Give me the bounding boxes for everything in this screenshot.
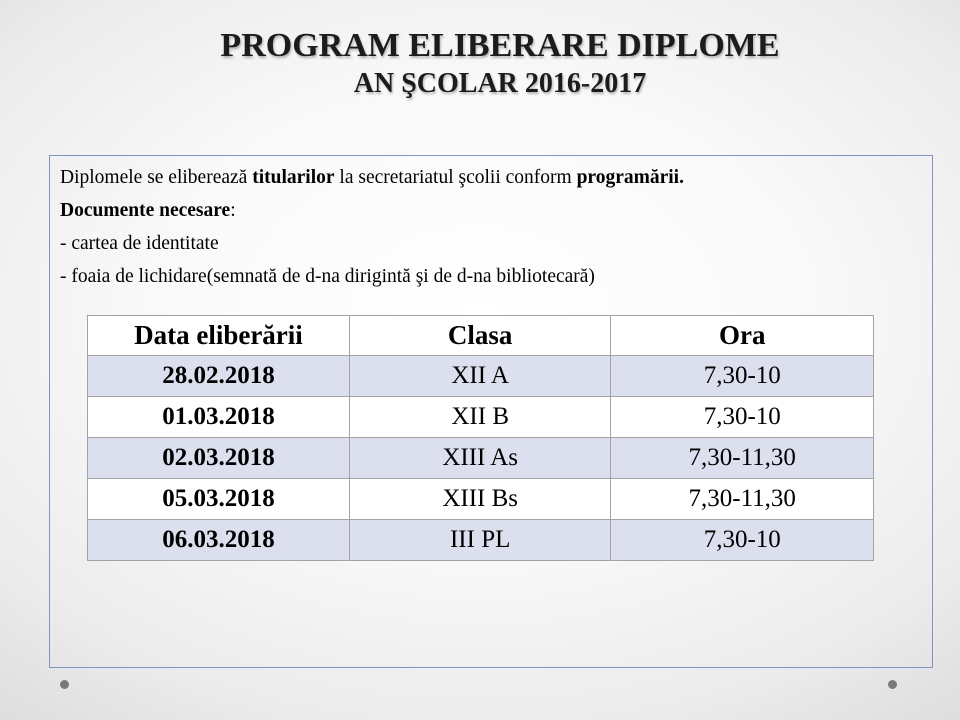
cell-ora: 7,30-10 <box>611 397 874 438</box>
table-row <box>88 356 874 397</box>
table-row <box>88 397 874 438</box>
header-ora: Ora <box>611 316 874 356</box>
cell-clasa: XII A <box>349 356 611 397</box>
right-corner-dot <box>888 680 897 689</box>
title-line-2: AN ŞCOLAR 2016-2017 <box>353 68 647 99</box>
intro-line-1-bold-1: titularilor <box>252 167 335 188</box>
documents-heading: Documente necesare <box>60 200 231 221</box>
cell-date: 06.03.2018 <box>88 520 350 561</box>
intro-line-1-bold-2: programării. <box>576 167 684 188</box>
cell-clasa: XII B <box>349 397 611 438</box>
intro-line-2 <box>60 194 930 227</box>
header-clasa: Clasa <box>349 316 611 356</box>
cell-clasa: XIII Bs <box>349 479 611 520</box>
cell-date: 28.02.2018 <box>88 356 350 397</box>
cell-date: 05.03.2018 <box>88 479 350 520</box>
cell-clasa: XIII As <box>349 438 611 479</box>
cell-ora: 7,30-11,30 <box>611 438 874 479</box>
cell-ora: 7,30-10 <box>611 520 874 561</box>
intro-line-4: - foaia de lichidare(semnată de d-na dirigintă şi de d-na bibliotecară) <box>60 266 595 287</box>
table-row <box>88 520 874 561</box>
documents-heading-colon: : <box>230 200 236 221</box>
intro-line-1 <box>60 161 930 194</box>
intro-text <box>60 161 930 293</box>
cell-date: 01.03.2018 <box>88 397 350 438</box>
cell-clasa: III PL <box>349 520 611 561</box>
cell-ora: 7,30-11,30 <box>611 479 874 520</box>
page-title <box>0 26 960 102</box>
intro-line-1-part-2: la secretariatul şcolii conform <box>334 167 577 188</box>
left-corner-dot <box>60 680 69 689</box>
intro-line-3: - cartea de identitate <box>60 233 219 254</box>
cell-ora: 7,30-10 <box>611 356 874 397</box>
intro-line-1-part-1: Diplomele se eliberează <box>60 167 253 188</box>
table-row <box>88 438 874 479</box>
header-date: Data eliberării <box>88 316 350 356</box>
title-line-1: PROGRAM ELIBERARE DIPLOME <box>220 27 780 64</box>
table-row <box>88 479 874 520</box>
cell-date: 02.03.2018 <box>88 438 350 479</box>
schedule-table <box>87 315 874 561</box>
table-header-row <box>88 316 874 356</box>
